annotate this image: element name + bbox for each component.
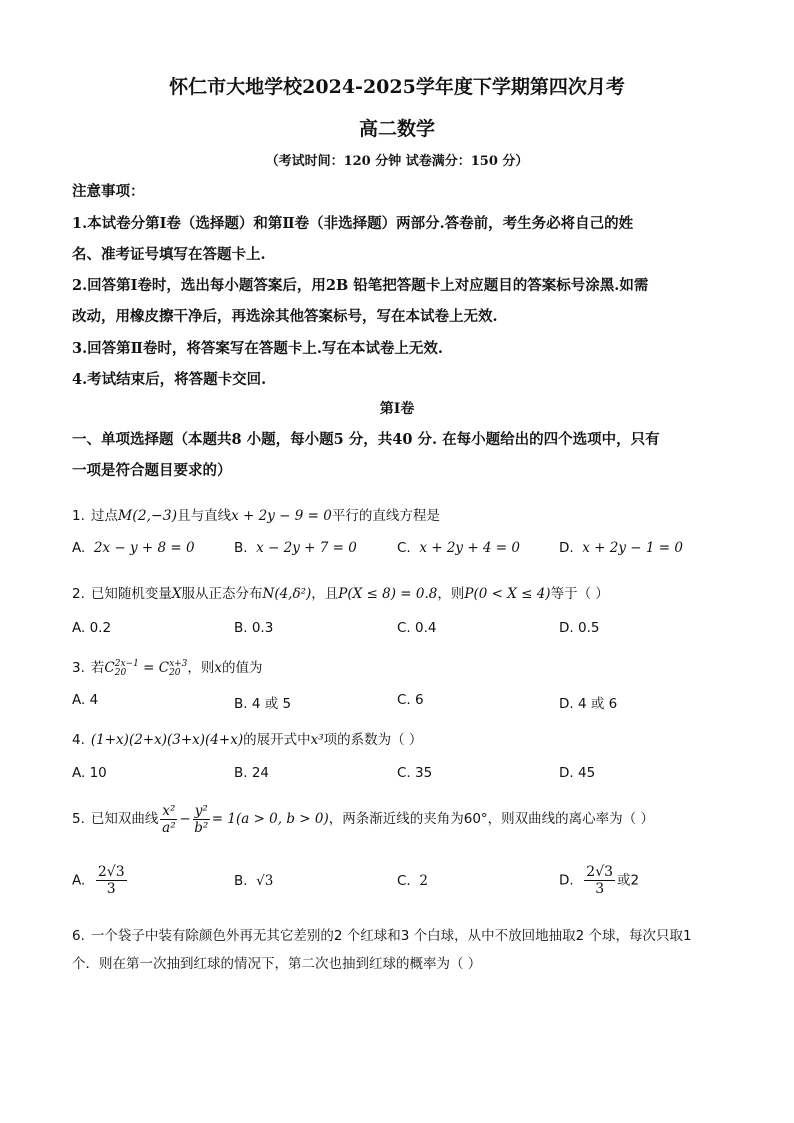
fraction-x-over-a: $\frac{\text{x²}}{\text{a²}}$	[162, 802, 176, 836]
fraction-y-over-b: $\frac{\text{y²}}{\text{b²}}$	[194, 802, 209, 836]
combination-right: C x+3 20	[158, 658, 188, 678]
q4-option-a: A. 10	[72, 765, 107, 781]
q1-option-b: B. x − 2y + 7 = 0	[234, 540, 357, 556]
q4-option-c: C. 35	[397, 765, 433, 781]
exam-subtitle: 高二数学	[358, 118, 435, 140]
q3-option-c: C. 6	[397, 692, 424, 708]
question-2: 2. 已知随机变量X服从正态分布N(4,δ²)，且P(X ≤ 8) = 0.8，则P(0 < X ≤ 4)等于（ ）	[72, 586, 609, 602]
section-1-line-1: 一、单项选择题（本题共8 小题，每小题5 分，共40 分. 在每小题给出的四个选项中，只有	[72, 431, 660, 448]
q5-option-c: C. 2	[397, 873, 428, 889]
exam-title: 怀仁市大地学校2024-2025学年度下学期第四次月考	[169, 76, 625, 98]
exam-info: （考试时间：120 分钟 试卷满分：150 分）	[265, 154, 529, 169]
q1-option-c: C. x + 2y + 4 = 0	[397, 540, 521, 556]
combination-left: C 2x−1 20	[104, 658, 139, 678]
q3-option-b: B. 4 或 5	[234, 696, 292, 712]
q2-option-b: B. 0.3	[234, 620, 274, 636]
q1-option-a: A. 2x − y + 8 = 0	[72, 540, 195, 556]
question-number: 3.	[72, 660, 85, 676]
question-6-line-2: 个．则在第一次抽到红球的情况下，第二次也抽到红球的概率为（ ）	[72, 956, 482, 972]
notice-item-2-line-2: 改动，用橡皮擦干净后，再选涂其他答案标号，写在本试卷上无效.	[72, 308, 498, 325]
question-number: 4.	[72, 732, 85, 748]
q4-option-d: D. 45	[559, 765, 596, 781]
q1-option-d: D. x + 2y − 1 = 0	[559, 540, 683, 556]
notice-item-1-line-1: 1.本试卷分第Ⅰ卷（选择题）和第Ⅱ卷（非选择题）两部分.答卷前，考生务必将自己的姓	[72, 215, 634, 232]
question-number: 2.	[72, 586, 85, 602]
question-number: 1.	[72, 508, 85, 524]
notice-item-1-line-2: 名、准考证号填写在答题卡上.	[72, 246, 266, 263]
q2-option-a: A. 0.2	[72, 620, 112, 636]
question-number: 5.	[72, 811, 85, 827]
question-3: 3. 若C 2x−1 20 = C x+3 20 ，则x的值为	[72, 658, 263, 678]
line-expression: x + 2y − 9 = 0	[231, 508, 332, 524]
question-5: 5. 已知双曲线 $\frac{\text{x²}}{\text{a²}}$ − $\frac{\text{y²}}{\text{b²}}$ = 1(a > 0, b > 0)，两条渐近线的夹角为60°，则双曲线的离心率为（ ）	[72, 802, 654, 836]
q2-option-c: C. 0.4	[397, 620, 437, 636]
section-1-line-2: 一项是符合题目要求的）	[72, 462, 232, 479]
notice-item-3: 3.回答第Ⅱ卷时，将答案写在答题卡上.写在本试卷上无效.	[72, 340, 443, 357]
q5-option-b: B. √3	[234, 873, 274, 889]
q3-option-d: D. 4 或 6	[559, 696, 618, 712]
q5-option-d: D. $\frac{2√3}{3}$ 或2	[559, 864, 640, 897]
notice-heading: 注意事项：	[72, 183, 145, 200]
q3-option-a: A. 4	[72, 692, 99, 708]
q5-option-a: A. $\frac{2√3}{3}$	[72, 864, 125, 897]
notice-item-4: 4.考试结束后，将答题卡交回.	[72, 371, 267, 388]
question-6-line-1: 6. 一个袋子中装有除颜色外再无其它差别的2 个红球和3 个白球，从中不放回地抽取2 个球，每次只取1	[72, 928, 692, 944]
question-number: 6.	[72, 928, 85, 944]
notice-item-2-line-1: 2.回答第Ⅰ卷时，选出每小题答案后，用2B 铅笔把答题卡上对应题目的答案标号涂黑.如需	[72, 277, 649, 294]
point-expression: M(2,−3)	[117, 508, 178, 524]
q4-option-b: B. 24	[234, 765, 270, 781]
volume-heading: 第Ⅰ卷	[379, 401, 415, 417]
question-4: 4. (1+x)(2+x)(3+x)(4+x)的展开式中x³项的系数为（ ）	[72, 732, 423, 748]
q2-option-d: D. 0.5	[559, 620, 600, 636]
product-expression: (1+x)(2+x)(3+x)(4+x)	[90, 732, 244, 748]
question-1: 1. 过点M(2,−3)且与直线x + 2y − 9 = 0平行的直线方程是	[72, 508, 440, 524]
